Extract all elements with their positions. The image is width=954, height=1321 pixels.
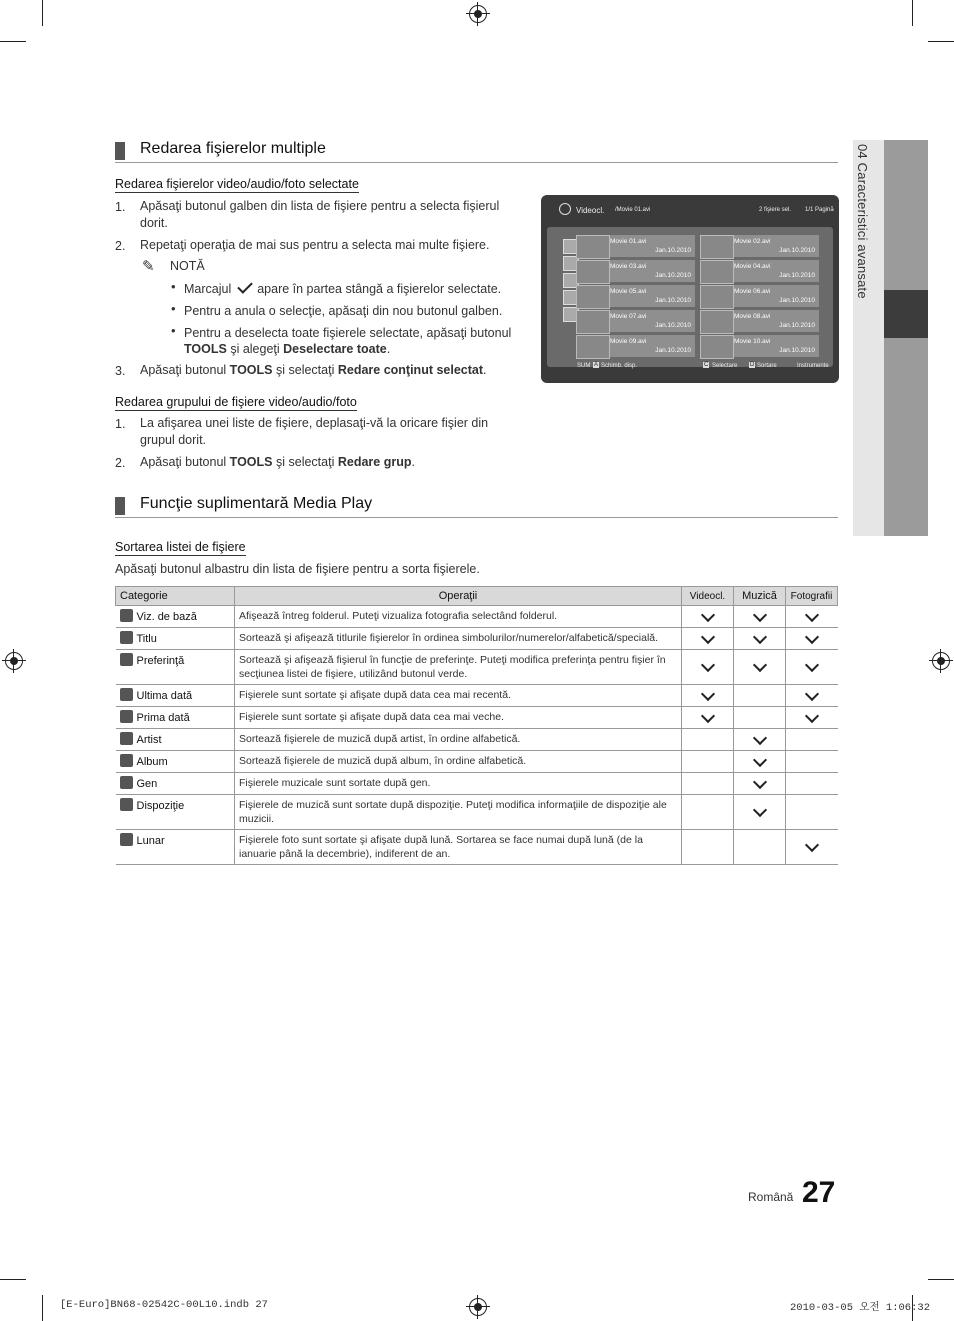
file-date: Jan.10.2010 <box>655 272 691 279</box>
step-number: 1. <box>115 417 126 431</box>
table-row <box>116 795 838 830</box>
section-heading <box>115 140 838 163</box>
supported-check-icon <box>805 686 819 700</box>
support-cell <box>734 751 786 773</box>
step-text-part: şi selectaţi <box>276 363 335 377</box>
category-icon <box>120 776 133 789</box>
support-cell <box>682 707 734 729</box>
category-label: Prima dată <box>136 712 190 724</box>
selected-count: 2 fişiere sel. <box>759 207 792 213</box>
category-label: Lunar <box>136 835 165 847</box>
note-icon: ✎ <box>142 258 155 275</box>
operation-cell: Sortează fişierele de muzică după album, în ordine alfabetică. <box>235 751 682 773</box>
operation-cell: Sortează fişierele de muzică după artist, în ordine alfabetică. <box>235 729 682 751</box>
support-cell <box>734 729 786 751</box>
category-cell <box>116 650 235 685</box>
step-text-part: Apăsaţi butonul <box>140 455 227 469</box>
page-number: 27 <box>802 1176 836 1209</box>
note-item <box>184 303 514 319</box>
film-reel-icon <box>700 310 734 334</box>
heading-bar <box>115 142 125 160</box>
category-cell <box>116 830 235 865</box>
file-name: Movie 04.avi <box>734 263 771 270</box>
file-date: Jan.10.2010 <box>779 297 815 304</box>
support-cell <box>786 830 838 865</box>
screen-path: /Movie 01.avi <box>615 207 651 213</box>
support-cell <box>786 729 838 751</box>
screen-title: Videocl. <box>576 206 605 215</box>
support-cell <box>734 628 786 650</box>
file-date: Jan.10.2010 <box>655 247 691 254</box>
file-date: Jan.10.2010 <box>779 247 815 254</box>
film-reel-icon <box>576 335 610 359</box>
table-row <box>116 606 838 628</box>
supported-check-icon <box>752 629 766 643</box>
film-reel-icon <box>700 335 734 359</box>
film-reel-icon <box>700 285 734 309</box>
step-text-part: Apăsaţi butonul <box>140 363 227 377</box>
category-icon <box>120 609 133 622</box>
footer-file-info: [E-Euro]BN68-02542C-00L10.indb 27 <box>60 1299 268 1311</box>
note-text: Marcajul <box>184 282 232 296</box>
tools-keyword: TOOLS <box>229 455 273 469</box>
footer-timestamp: 2010-03-05 오전 1:06:32 <box>790 1302 931 1314</box>
operation-cell: Fişierele de muzică sunt sortate după dispoziţie. Puteţi modifica informaţiile de dispoziţie ale muzicii. <box>235 795 682 830</box>
crop-mark <box>928 41 954 42</box>
category-cell <box>116 606 235 628</box>
support-cell <box>734 685 786 707</box>
file-tile <box>700 285 819 307</box>
table-row <box>116 729 838 751</box>
tools-keyword: TOOLS <box>184 342 227 356</box>
category-icon <box>120 631 133 644</box>
table-row <box>116 751 838 773</box>
language-label: Română <box>748 1190 794 1204</box>
supported-check-icon <box>700 686 714 700</box>
check-mark-icon <box>237 278 253 294</box>
step-text: Apăsaţi butonul galben din lista de fişiere pentru a selecta fişierul dorit. <box>140 199 500 230</box>
tools-label: Instrumente <box>797 363 829 369</box>
support-cell <box>682 795 734 830</box>
sort-options-table <box>115 586 838 865</box>
support-cell <box>682 628 734 650</box>
tv-screen-illustration <box>541 195 839 383</box>
operation-cell: Fişierele foto sunt sortate şi afişate după lună. Sortarea se face numai după lună (de la ianuarie până la decembrie), indiferent de an. <box>235 830 682 865</box>
support-cell <box>682 773 734 795</box>
menu-option: Redare grup <box>337 455 412 469</box>
support-cell <box>682 830 734 865</box>
note-text: Pentru a anula o selecţie, apăsaţi din nou butonul galben. <box>184 304 503 318</box>
table-header-row <box>116 587 838 606</box>
support-cell <box>786 628 838 650</box>
support-cell <box>786 685 838 707</box>
crop-mark <box>0 41 26 42</box>
operation-cell: Fişierele sunt sortate şi afişate după data cea mai veche. <box>235 707 682 729</box>
file-name: Movie 09.avi <box>610 338 647 345</box>
file-name: Movie 03.avi <box>610 263 647 270</box>
crop-mark <box>42 0 43 26</box>
step-text <box>140 362 530 379</box>
support-cell <box>734 773 786 795</box>
support-cell <box>682 650 734 685</box>
supported-check-icon <box>752 607 766 621</box>
operation-cell: Afişează întreg folderul. Puteţi vizualiza fotografia selectând folderul. <box>235 606 682 628</box>
file-name: Movie 01.avi <box>610 238 647 245</box>
file-date: Jan.10.2010 <box>655 347 691 354</box>
category-cell <box>116 707 235 729</box>
category-label: Preferinţă <box>136 655 185 667</box>
menu-option: Redare conţinut selectat <box>337 363 484 377</box>
file-name: Movie 08.avi <box>734 313 771 320</box>
table-row <box>116 628 838 650</box>
supported-check-icon <box>805 838 819 852</box>
registration-mark-icon <box>469 5 487 23</box>
file-date: Jan.10.2010 <box>779 272 815 279</box>
step-text <box>140 454 530 471</box>
step-text: Repetaţi operaţia de mai sus pentru a selecta mai multe fişiere. <box>140 238 490 252</box>
header-videos: Videocl. <box>682 587 734 606</box>
side-tab-label: 04 Caracteristici avansate <box>855 144 870 299</box>
supported-check-icon <box>805 607 819 621</box>
file-name: Movie 02.avi <box>734 238 771 245</box>
operation-cell: Sortează şi afişează fişierul în funcţie de preferinţe. Puteţi modifica preferinţa pentru fişier în secţiunea listei de fişiere, utilizând butonul verde. <box>235 650 682 685</box>
a-button-key: A <box>594 362 599 368</box>
table-row <box>116 650 838 685</box>
file-name: Movie 07.avi <box>610 313 647 320</box>
video-thumbnail <box>576 235 610 259</box>
file-tile <box>576 285 695 307</box>
file-tile <box>700 235 819 257</box>
category-icon <box>120 754 133 767</box>
file-tile <box>576 260 695 282</box>
side-tab-marker <box>884 290 928 338</box>
category-cell <box>116 628 235 650</box>
category-label: Dispoziţie <box>136 800 185 812</box>
operation-cell: Sortează şi afişează titlurile fişierelor în ordinea simbolurilor/numerelor/alfabetică/specială. <box>235 628 682 650</box>
punctuation: . <box>411 455 415 469</box>
tools-keyword: TOOLS <box>229 363 273 377</box>
supported-check-icon <box>700 658 714 672</box>
category-label: Viz. de bază <box>136 611 197 623</box>
subsection-title: Redarea grupului de fişiere video/audio/foto <box>115 395 357 409</box>
note-label: NOTĂ <box>170 259 205 273</box>
c-button-label: Selectare <box>712 363 738 369</box>
support-cell <box>786 650 838 685</box>
supported-check-icon <box>752 774 766 788</box>
support-cell <box>786 795 838 830</box>
page-indicator: 1/1 Pagină <box>805 207 834 213</box>
category-icon <box>120 710 133 723</box>
table-row <box>116 707 838 729</box>
supported-check-icon <box>752 803 766 817</box>
file-tile <box>576 310 695 332</box>
crop-mark <box>0 1279 26 1280</box>
file-name: Movie 05.avi <box>610 288 647 295</box>
support-cell <box>734 606 786 628</box>
subsection-title: Sortarea listei de fişiere <box>115 540 246 554</box>
note-text: apare în partea stângă a fişierelor selectate. <box>257 282 502 296</box>
support-cell <box>682 606 734 628</box>
category-icon <box>120 798 133 811</box>
support-cell <box>682 751 734 773</box>
category-icon <box>120 653 133 666</box>
step-text: La afişarea unei liste de fişiere, deplasaţi-vă la oricare fişier din grupul dorit. <box>140 416 489 447</box>
section-title: Redarea fişierelor multiple <box>140 140 326 157</box>
supported-check-icon <box>805 629 819 643</box>
category-label: Gen <box>136 778 158 790</box>
category-label: Artist <box>136 734 162 746</box>
supported-check-icon <box>752 752 766 766</box>
table-row <box>116 685 838 707</box>
film-reel-icon <box>700 260 734 284</box>
file-date: Jan.10.2010 <box>779 322 815 329</box>
category-icon <box>120 688 133 701</box>
category-label: Titlu <box>136 633 157 645</box>
support-cell <box>734 830 786 865</box>
supported-check-icon <box>700 708 714 722</box>
menu-option: Deselectare toate <box>283 342 387 356</box>
film-reel-icon <box>576 310 610 334</box>
category-label: Ultima dată <box>136 690 193 702</box>
heading-bar <box>115 497 125 515</box>
category-cell <box>116 729 235 751</box>
step-number: 2. <box>115 456 126 470</box>
note-item <box>184 281 514 297</box>
note-text: Pentru a deselecta toate fişierele selectate, apăsaţi butonul <box>184 326 512 340</box>
side-tab-bar <box>884 140 928 536</box>
header-music: Muzică <box>734 587 786 606</box>
support-cell <box>786 606 838 628</box>
a-button-label: Schimb. disp. <box>601 363 638 369</box>
supported-check-icon <box>752 658 766 672</box>
support-cell <box>682 685 734 707</box>
crop-mark <box>912 0 913 26</box>
subsection-title: Redarea fişierelor video/audio/foto selectate <box>115 177 359 191</box>
videos-icon <box>559 203 571 215</box>
supported-check-icon <box>700 607 714 621</box>
support-cell <box>734 795 786 830</box>
note-text: şi alegeţi <box>230 342 280 356</box>
file-name: Movie 06.avi <box>734 288 771 295</box>
crop-mark <box>928 1279 954 1280</box>
file-date: Jan.10.2010 <box>779 347 815 354</box>
registration-mark-icon <box>932 652 950 670</box>
operation-cell: Fişierele muzicale sunt sortate după gen. <box>235 773 682 795</box>
category-cell <box>116 685 235 707</box>
crop-mark <box>42 1295 43 1321</box>
file-date: Jan.10.2010 <box>655 297 691 304</box>
film-reel-icon <box>700 235 734 259</box>
sum-label: SUM <box>577 363 591 369</box>
intro-text: Apăsaţi butonul albastru din lista de fişiere pentru a sorta fişierele. <box>115 562 480 576</box>
supported-check-icon <box>805 708 819 722</box>
support-cell <box>786 751 838 773</box>
category-icon <box>120 732 133 745</box>
category-cell <box>116 773 235 795</box>
file-tile <box>700 260 819 282</box>
punctuation: . <box>386 342 391 356</box>
supported-check-icon <box>752 730 766 744</box>
table-row <box>116 830 838 865</box>
category-label: Album <box>136 756 168 768</box>
file-tile <box>700 310 819 332</box>
file-date: Jan.10.2010 <box>655 322 691 329</box>
support-cell <box>682 729 734 751</box>
supported-check-icon <box>700 629 714 643</box>
video-thumbnail <box>576 260 610 284</box>
step-number: 3. <box>115 364 126 378</box>
support-cell <box>786 707 838 729</box>
supported-check-icon <box>805 658 819 672</box>
d-button-label: Sortare <box>757 363 777 369</box>
category-cell <box>116 751 235 773</box>
bottom-bar <box>557 361 839 373</box>
file-tile <box>576 335 695 357</box>
step-text-part: şi selectaţi <box>276 455 335 469</box>
operation-cell: Fişierele sunt sortate şi afişate după data cea mai recentă. <box>235 685 682 707</box>
header-photos: Fotografii <box>786 587 838 606</box>
registration-mark-icon <box>469 1298 487 1316</box>
section-title: Funcţie suplimentară Media Play <box>140 495 373 512</box>
category-icon <box>120 833 133 846</box>
video-thumbnail <box>576 285 610 309</box>
step-number: 1. <box>115 200 126 214</box>
step-number: 2. <box>115 239 126 253</box>
support-cell <box>786 773 838 795</box>
note-item <box>184 325 519 357</box>
category-cell <box>116 795 235 830</box>
table-row <box>116 773 838 795</box>
section-heading <box>115 495 838 518</box>
header-category: Categorie <box>116 587 235 606</box>
support-cell <box>734 707 786 729</box>
c-button-key: C <box>704 362 709 368</box>
d-button-key: D <box>750 362 755 368</box>
support-cell <box>734 650 786 685</box>
header-operations: Operaţii <box>235 587 682 606</box>
file-name: Movie 10.avi <box>734 338 771 345</box>
punctuation: . <box>483 363 487 377</box>
registration-mark-icon <box>5 652 23 670</box>
file-tile <box>700 335 819 357</box>
file-tile <box>576 235 695 257</box>
